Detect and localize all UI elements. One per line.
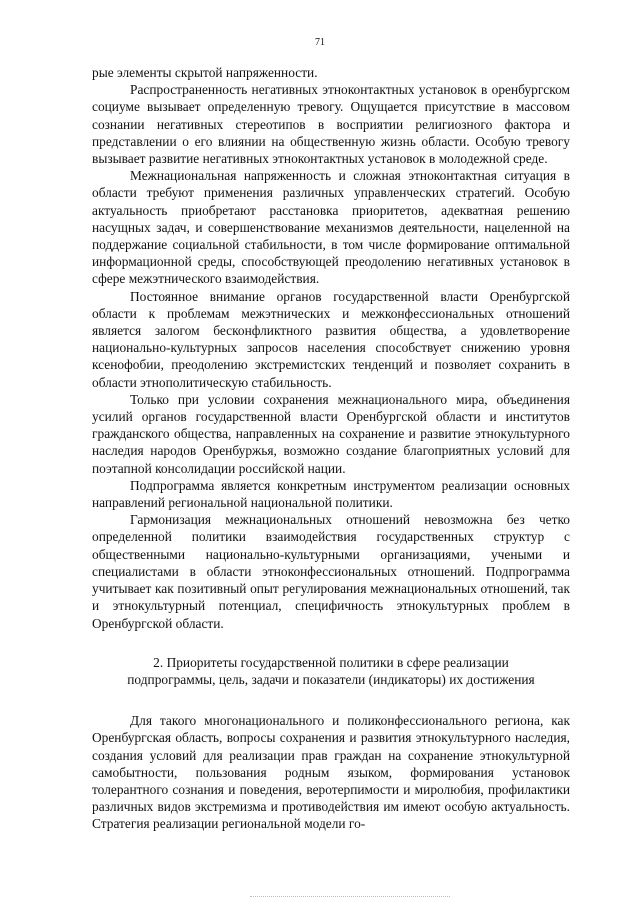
paragraph-subprogram-instrument: Подпрограмма является конкретным инструментом реализации основных направлений региональной национальной политики. — [92, 477, 570, 511]
paragraph-harmonization: Гармонизация межнациональных отношений невозможна без четко определенной политики взаимодействия государственных структур с общественными национально-культурными организациями, учеными и специалистами в области этноконфессиональных отношений. Подпрограмма учитывает как позитивный опыт регулирования межнациональных отношений, так и этнокультурный потенциал, специфичность этнокультурных проблем в Оренбургской области. — [92, 512, 570, 631]
paragraph-government-attention: Постоянное внимание органов государственной власти Оренбургской области к проблемам межэтнических и межконфессиональных отношений является залогом бесконфликтного развития общества, а удовлетворение национально-культурных запросов населения способствует снижению уровня ксенофобии, преодолению экстремистских тенденций и позволяет сохранить в области этнополитическую стабильность. — [92, 288, 570, 390]
paragraph-continuation: рые элементы скрытой напряженности. — [92, 65, 318, 80]
paragraph-multinational-region: Для такого многонационального и поликонфессионального региона, как Оренбургская область, вопросы сохранения и развития этнокультурного наследия, создания условий для реализации прав граждан на сохранение этнокультурной самобытности, пользования родным языком, формирования установок толерантного сознания и поведения, веротерпимости и миролюбия, профилактики различных видов экстремизма и противодействия им имеют особую актуальность. Стратегия реализации региональной модели го- — [92, 713, 570, 832]
scan-artifact-footer — [250, 896, 450, 900]
document-body — [92, 64, 570, 833]
page-number: 71 — [315, 37, 325, 48]
paragraph-management-strategies: Межнациональная напряженность и сложная этноконтактная ситуация в области требуют применения различных управленческих стратегий. Особую актуальность приобретают расстановка приоритетов, адекватная решению насущных задач, и совершенствование механизмов деятельности, нацеленной на поддержание социальной стабильности, в том числе формирование оптимальной информационной среды, способствующей преодолению негативных установок в сфере межэтнического взаимодействия. — [92, 168, 570, 287]
section-heading-line-2: подпрограммы, цель, задачи и показатели (индикаторы) их достижения — [127, 671, 535, 687]
paragraph-interethnic-peace: Только при условии сохранения межнационального мира, объединения усилий органов государственной власти Оренбургской области и институтов гражданского общества, направленных на сохранение и развитие этнокультурного наследия народов Оренбуржья, возможно создание благоприятных условий для поэтапной консолидации российской нации. — [92, 391, 570, 476]
section-heading-line-1: 2. Приоритеты государственной политики в сфере реализации — [153, 654, 509, 670]
section-heading — [92, 654, 570, 688]
paragraph-negative-attitudes: Распространенность негативных этноконтактных установок в оренбургском социуме вызывает определенную тревогу. Ощущается присутствие в массовом сознании негативных стереотипов в восприятии религиозного фактора и представлении о его влиянии на общественную жизнь области. Особую тревогу вызывает развитие негативных этноконтактных установок в молодежной среде. — [92, 82, 570, 167]
